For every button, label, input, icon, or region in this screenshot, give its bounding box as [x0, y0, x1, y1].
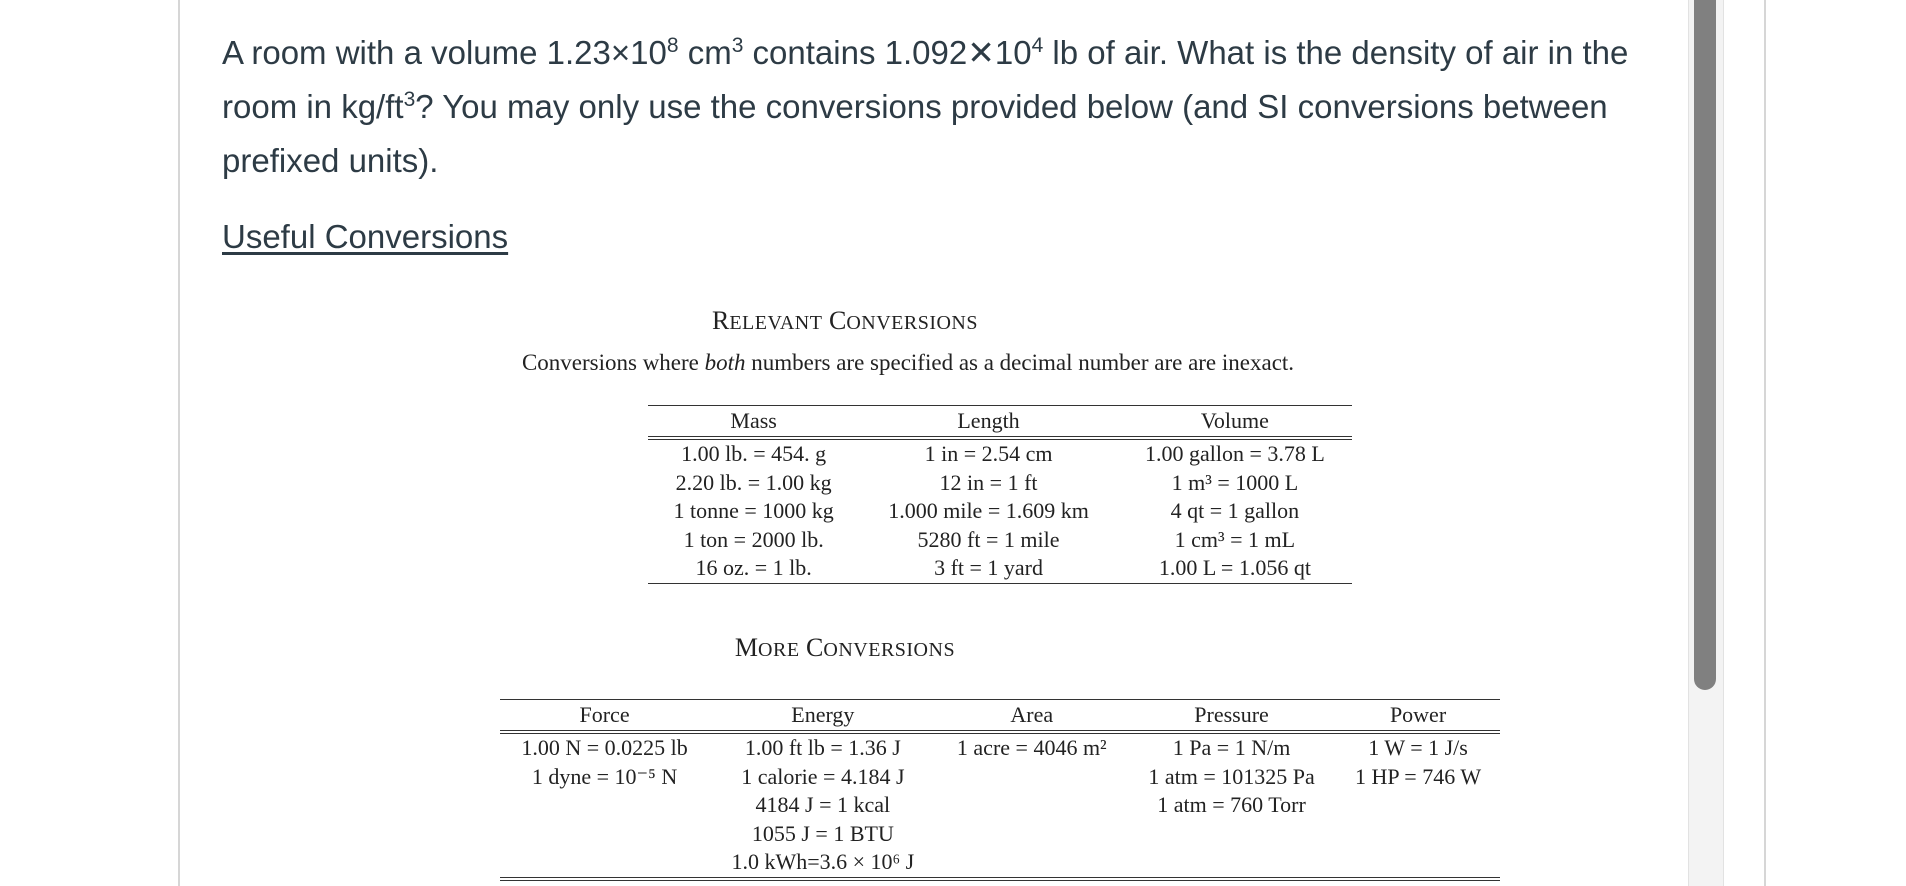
question-line-2 [222, 80, 1692, 134]
relevant-conversions-table [648, 405, 1352, 584]
table-row: 1.00 lb. = 454. g 1 in = 2.54 cm 1.00 gallon = 3.78 L [681, 441, 1325, 466]
column-header-force: Force [500, 700, 709, 733]
exponent: 4 [1031, 34, 1044, 57]
content-frame-right-border [1764, 0, 1766, 886]
column-header-length: Length [859, 406, 1118, 439]
column-header-power: Power [1336, 700, 1500, 733]
table-row: 1.00 N = 0.0225 lb 1.00 ft lb = 1.36 J 1 acre = 4046 m² 1 Pa = 1 N/m 1 W = 1 J/s [521, 735, 1468, 760]
more-conversions-title: MORE CONVERSIONS [734, 633, 956, 662]
table-row: 1 ton = 2000 lb. 5280 ft = 1 mile 1 cm³ = 1 mL [683, 526, 1296, 552]
table-row: 2.20 lb. = 1.00 kg 12 in = 1 ft 1 m³ = 1000 L [675, 469, 1299, 495]
question-text: A room with a volume 1.23×10 [222, 34, 667, 71]
useful-conversions-heading: Useful Conversions [222, 218, 509, 255]
table-row: 1 dyne = 10⁻⁵ N 1 calorie = 4.184 J 1 atm = 101325 Pa 1 HP = 746 W [531, 763, 1482, 789]
question-line-1 [222, 26, 1692, 80]
question-text: room in kg/ft [222, 88, 404, 125]
question-text: ? You may only use the conversions provided below (and SI conversions between [415, 88, 1608, 125]
question-text: lb of air. What is the density of air in the [1043, 34, 1629, 71]
table-row: 1 tonne = 1000 kg 1.000 mile = 1.609 km 4 qt = 1 gallon [673, 498, 1300, 523]
table-row: 1.0 kWh=3.6 × 10⁶ J [500, 848, 1500, 879]
column-header-area: Area [937, 700, 1127, 733]
column-header-mass: Mass [648, 406, 859, 439]
question-text: cm [678, 34, 732, 71]
exponent: 3 [731, 34, 744, 57]
table-row: 16 oz. = 1 lb. 3 ft = 1 yard 1.00 L = 1.056 qt [648, 554, 1352, 583]
scrollbar-thumb[interactable] [1694, 0, 1716, 690]
column-header-energy: Energy [709, 700, 936, 733]
more-conversions-table [500, 699, 1500, 881]
column-header-volume: Volume [1118, 406, 1352, 439]
question-block [222, 26, 1692, 188]
table-row: 4184 J = 1 kcal 1 atm = 760 Torr [755, 792, 1306, 817]
table-row: 1055 J = 1 BTU [751, 820, 894, 846]
content-frame-left-border [178, 0, 180, 886]
exponent: 8 [666, 34, 679, 57]
relevant-conversions-title: RELEVANT CONVERSIONS [712, 306, 978, 335]
exponent: 3 [403, 88, 416, 111]
question-line-3: prefixed units). [222, 142, 439, 179]
column-header-pressure: Pressure [1127, 700, 1336, 733]
inexact-note: Conversions where both numbers are specified as a decimal number are are inexact. [521, 350, 1295, 375]
question-text: contains 1.092✕10 [743, 34, 1032, 71]
